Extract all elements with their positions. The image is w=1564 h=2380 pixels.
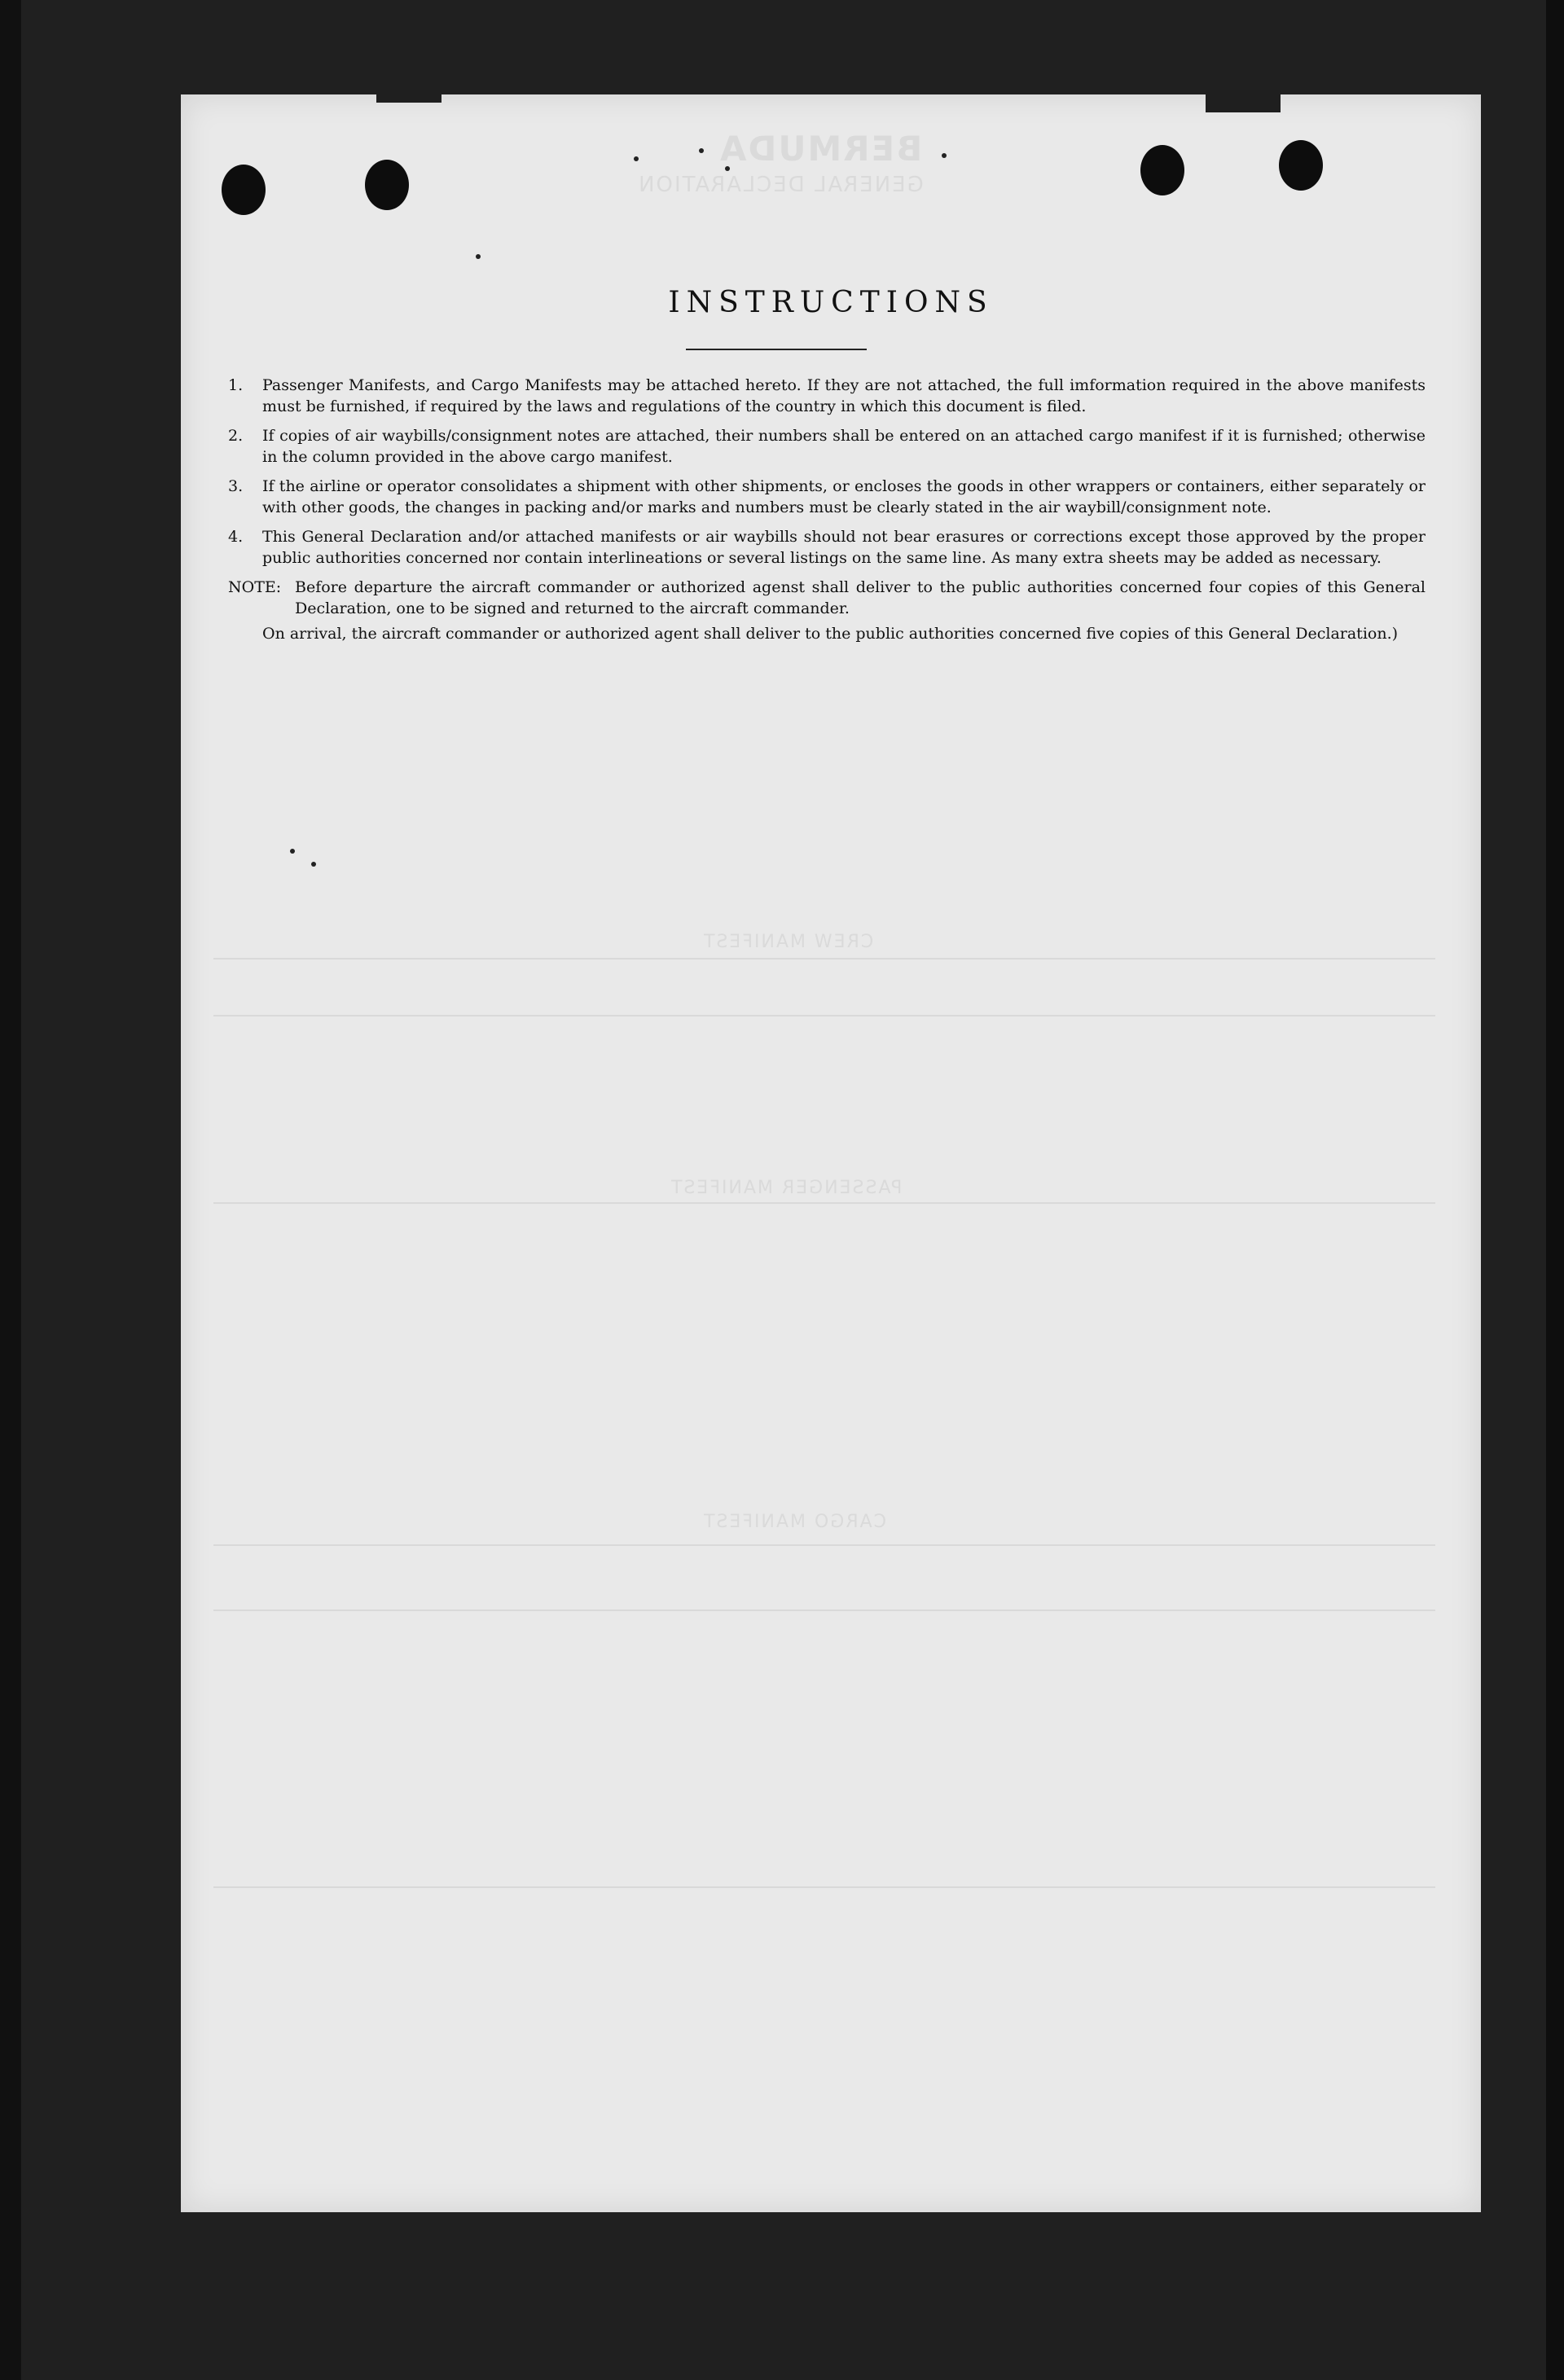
title-underline (686, 349, 867, 350)
instruction-text: Passenger Manifests, and Cargo Manifests may be attached hereto. If they are not attached, the full imformation required in the above manifests must be furnished, if required by the laws and regulations of the country in which this document is filed. (262, 376, 1426, 415)
instruction-number: 2. (228, 427, 244, 445)
instruction-item (228, 375, 1426, 417)
instruction-item (228, 426, 1426, 468)
punch-hole (365, 160, 409, 210)
scan-edge-left (0, 0, 21, 2380)
instruction-text: If the airline or operator consolidates a shipment with other shipments, or encloses the goods in other wrappers or containers, either separately or with other goods, the changes in packing and/or marks and numbers must be clearly stated in the air waybill/consignment note. (262, 477, 1426, 516)
document-sheet (181, 94, 1481, 2212)
instructions-title: INSTRUCTIONS (668, 286, 994, 319)
bleed-through-rule (213, 1544, 1435, 1546)
instruction-number: 1. (228, 376, 244, 394)
instruction-number: 3. (228, 477, 244, 495)
instructions-list (228, 375, 1426, 645)
punch-hole (222, 165, 266, 215)
instruction-item (228, 527, 1426, 569)
bleed-through-subheading: GENERAL DECLARATION (637, 173, 924, 197)
note-label: NOTE: (228, 578, 282, 596)
scan-edge-right (1546, 0, 1564, 2380)
instruction-number: 4. (228, 528, 244, 546)
bleed-through-cargo-manifest: CARGO MANIFEST (702, 1512, 886, 1532)
bleed-through-crew-manifest: CREW MANIFEST (702, 932, 874, 952)
bleed-through-rule (213, 1015, 1435, 1017)
instruction-text: If copies of air waybills/consignment notes are attached, their numbers shall be entered on an attached cargo manifest if it is furnished; otherwise in the column provided in the above cargo manifest. (262, 427, 1426, 466)
bleed-through-passenger-manifest: PASSENGER MANIFEST (670, 1178, 903, 1198)
torn-edge (376, 90, 442, 103)
torn-edge (1206, 90, 1281, 112)
bleed-through-rule (213, 1886, 1435, 1888)
note-paragraph-arrival: On arrival, the aircraft commander or authorized agent shall deliver to the public authorities concerned five copies of this General Declaration.) (262, 625, 1399, 643)
bleed-through-rule (213, 1202, 1435, 1204)
punch-hole (1279, 140, 1323, 191)
bleed-through-rule (213, 1609, 1435, 1611)
instruction-text: This General Declaration and/or attached manifests or air waybills should not bear erasures or corrections except those approved by the proper public authorities concerned nor contain interlineations or several listings on the same line. As many extra sheets may be added as necessary. (262, 528, 1426, 567)
bleed-through-heading: BERMUDA (718, 129, 923, 169)
note-paragraph-departure: Before departure the aircraft commander or authorized agenst shall deliver to the public authorities concerned four copies of this General Declaration, one to be signed and returned to the aircraft commander. (295, 578, 1426, 617)
instruction-item (228, 476, 1426, 518)
note-block (228, 577, 1426, 645)
punch-hole (1140, 145, 1184, 195)
bleed-through-rule (213, 958, 1435, 959)
